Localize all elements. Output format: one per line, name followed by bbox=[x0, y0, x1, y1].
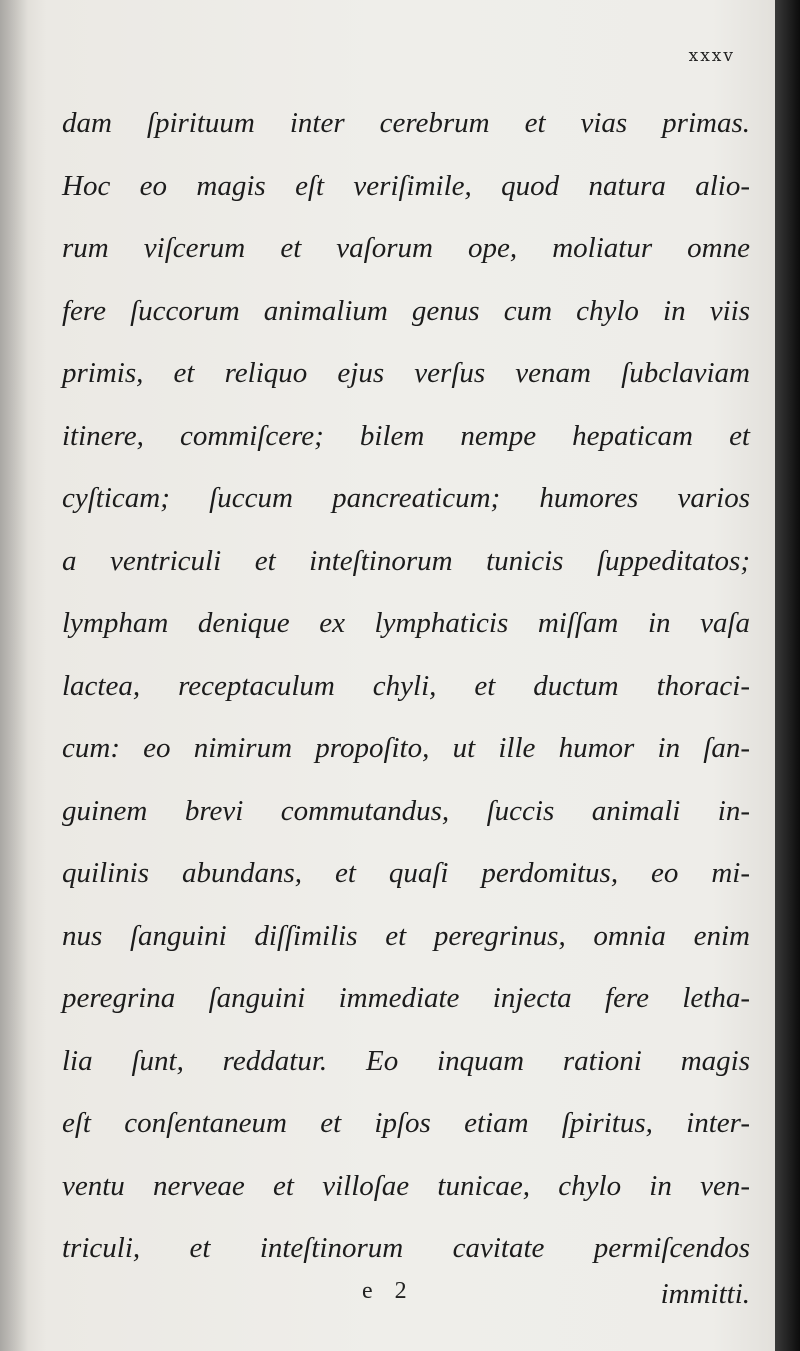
text-line: itinere, commiſcere; bilem nempe hepaticam et bbox=[62, 419, 750, 452]
text-line: lympham denique ex lymphaticis miſſam in vaſa bbox=[62, 607, 750, 639]
page-number: xxxv bbox=[688, 46, 735, 66]
text-line: lactea, receptaculum chyli, et ductum thoraci- bbox=[62, 669, 750, 702]
text-line: lia ſunt, reddatur. Eo inquam rationi magis bbox=[62, 1044, 750, 1077]
text-line: quilinis abundans, et quaſi perdomitus, eo mi- bbox=[62, 857, 750, 889]
catchword: immitti. bbox=[660, 1278, 750, 1310]
text-line: a ventriculi et inteſtinorum tunicis ſuppeditatos; bbox=[62, 544, 750, 577]
text-line: nus ſanguini diſſimilis et peregrinus, omnia enim bbox=[62, 919, 750, 952]
text-line: cyſticam; ſuccum pancreaticum; humores varios bbox=[62, 482, 750, 514]
text-line: ventu nerveae et villoſae tunicae, chylo in ven- bbox=[62, 1169, 750, 1202]
text-line: peregrina ſanguini immediate injecta fere letha- bbox=[62, 982, 750, 1014]
text-line: triculi, et inteſtinorum cavitate permiſcendos bbox=[62, 1232, 750, 1264]
text-line: primis, et reliquo ejus verſus venam ſubclaviam bbox=[62, 357, 750, 389]
page-footer bbox=[62, 1278, 750, 1328]
text-line: Hoc eo magis eſt veriſimile, quod natura alio- bbox=[62, 169, 750, 202]
text-line: eſt conſentaneum et ipſos etiam ſpiritus, inter- bbox=[62, 1107, 750, 1139]
text-line: dam ſpirituum inter cerebrum et vias primas. bbox=[62, 107, 750, 139]
scan-edge bbox=[775, 0, 800, 1351]
text-line: fere ſuccorum animalium genus cum chylo in viis bbox=[62, 294, 750, 327]
text-line: cum: eo nimirum propoſito, ut ille humor in ſan- bbox=[62, 732, 750, 764]
body-text bbox=[62, 92, 750, 1280]
text-line: rum viſcerum et vaſorum ope, moliatur omne bbox=[62, 232, 750, 264]
text-line: guinem brevi commutandus, ſuccis animali in- bbox=[62, 794, 750, 827]
signature-mark: e 2 bbox=[362, 1278, 415, 1304]
